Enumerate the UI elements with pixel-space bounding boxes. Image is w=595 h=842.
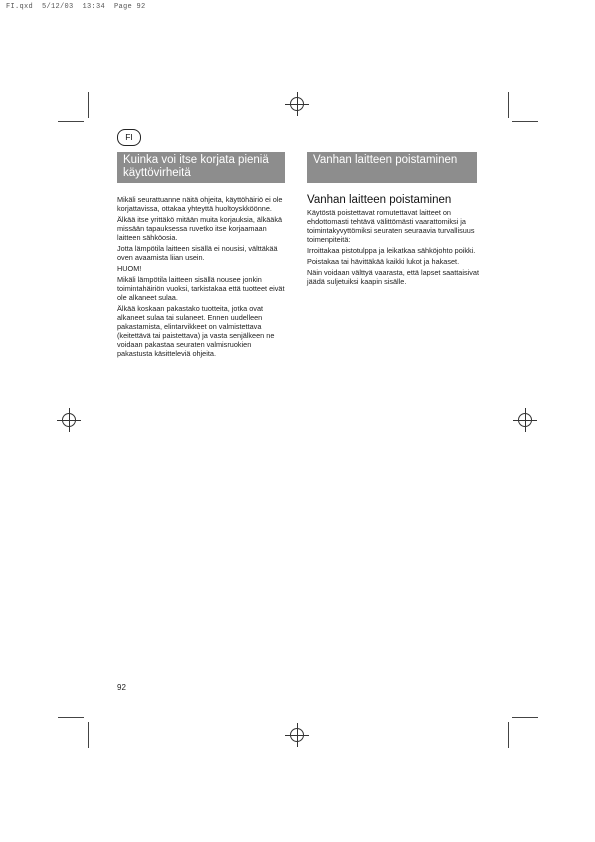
file-slug: FI.qxd 5/12/03 13:34 Page 92 <box>6 3 146 11</box>
registration-mark <box>290 728 304 742</box>
crop-mark <box>512 121 538 122</box>
crop-mark <box>508 722 509 748</box>
registration-mark <box>62 413 76 427</box>
troubleshooting-text <box>117 195 287 360</box>
disposal-text <box>307 208 479 288</box>
paragraph: Älkää itse yrittäkö mitään muita korjauksia, älkääkä missään tapauksessa ruvetko itse korjaamaan laitteen sähköosia. <box>117 215 283 242</box>
paragraph: Mikäli seurattuanne näitä ohjeita, käyttöhäiriö ei ole korjattavissa, ottakaa yhteyttä huoltoyskköönne. <box>117 195 283 213</box>
section-heading-disposal: Vanhan laitteen poistaminen <box>307 152 477 183</box>
paragraph: Älkää koskaan pakastako tuotteita, jotka ovat alkaneet sulaa tai sulaneet. Ennen uudelleen pakastamista, elintarvikkeet on valmistettava (keitettävä tai paistettava) ja vasta senjälkeen ne voidaan pakastaa seuraten valmisruokien pakastusta käsitteleviä ohjeita. <box>117 304 275 358</box>
language-badge: FI <box>117 129 141 146</box>
paragraph: Poistakaa tai hävittäkää kaikki lukot ja hakaset. <box>307 257 460 266</box>
crop-mark <box>88 722 89 748</box>
registration-mark <box>290 97 304 111</box>
crop-mark <box>512 717 538 718</box>
paragraph: Käytöstä poistettavat romutettavat laitteet on ehdottomasti tehtävä välittömästi vaarattomiksi ja toimintakyvyttömiksi seuraten seuraavia turvallisuus toimenpiteitä: <box>307 208 475 244</box>
crop-mark <box>58 717 84 718</box>
paragraph: Mikäli lämpötila laitteen sisällä nousee jonkin toimintahäiriön vuoksi, tarkistakaa että tuotteet eivät ole alkaneet sulaa. <box>117 275 285 302</box>
disposal-title: Vanhan laitteen poistaminen <box>307 194 452 206</box>
crop-mark <box>508 92 509 118</box>
section-heading-troubleshooting: Kuinka voi itse korjata pieniä käyttövirheitä <box>117 152 285 183</box>
paragraph: Jotta lämpötila laitteen sisällä ei nousisi, välttäkää oven avaamista liian usein. <box>117 244 278 262</box>
page-number: 92 <box>117 683 126 692</box>
crop-mark <box>88 92 89 118</box>
paragraph: Irroittakaa pistotulppa ja leikatkaa sähköjohto poikki. <box>307 246 476 255</box>
crop-mark <box>58 121 84 122</box>
registration-mark <box>518 413 532 427</box>
paragraph: HUOM! <box>117 264 142 273</box>
paragraph: Näin voidaan välttyä vaarasta, että lapset saattaisivat jäädä suljetuiksi kaapin sisälle. <box>307 268 479 286</box>
